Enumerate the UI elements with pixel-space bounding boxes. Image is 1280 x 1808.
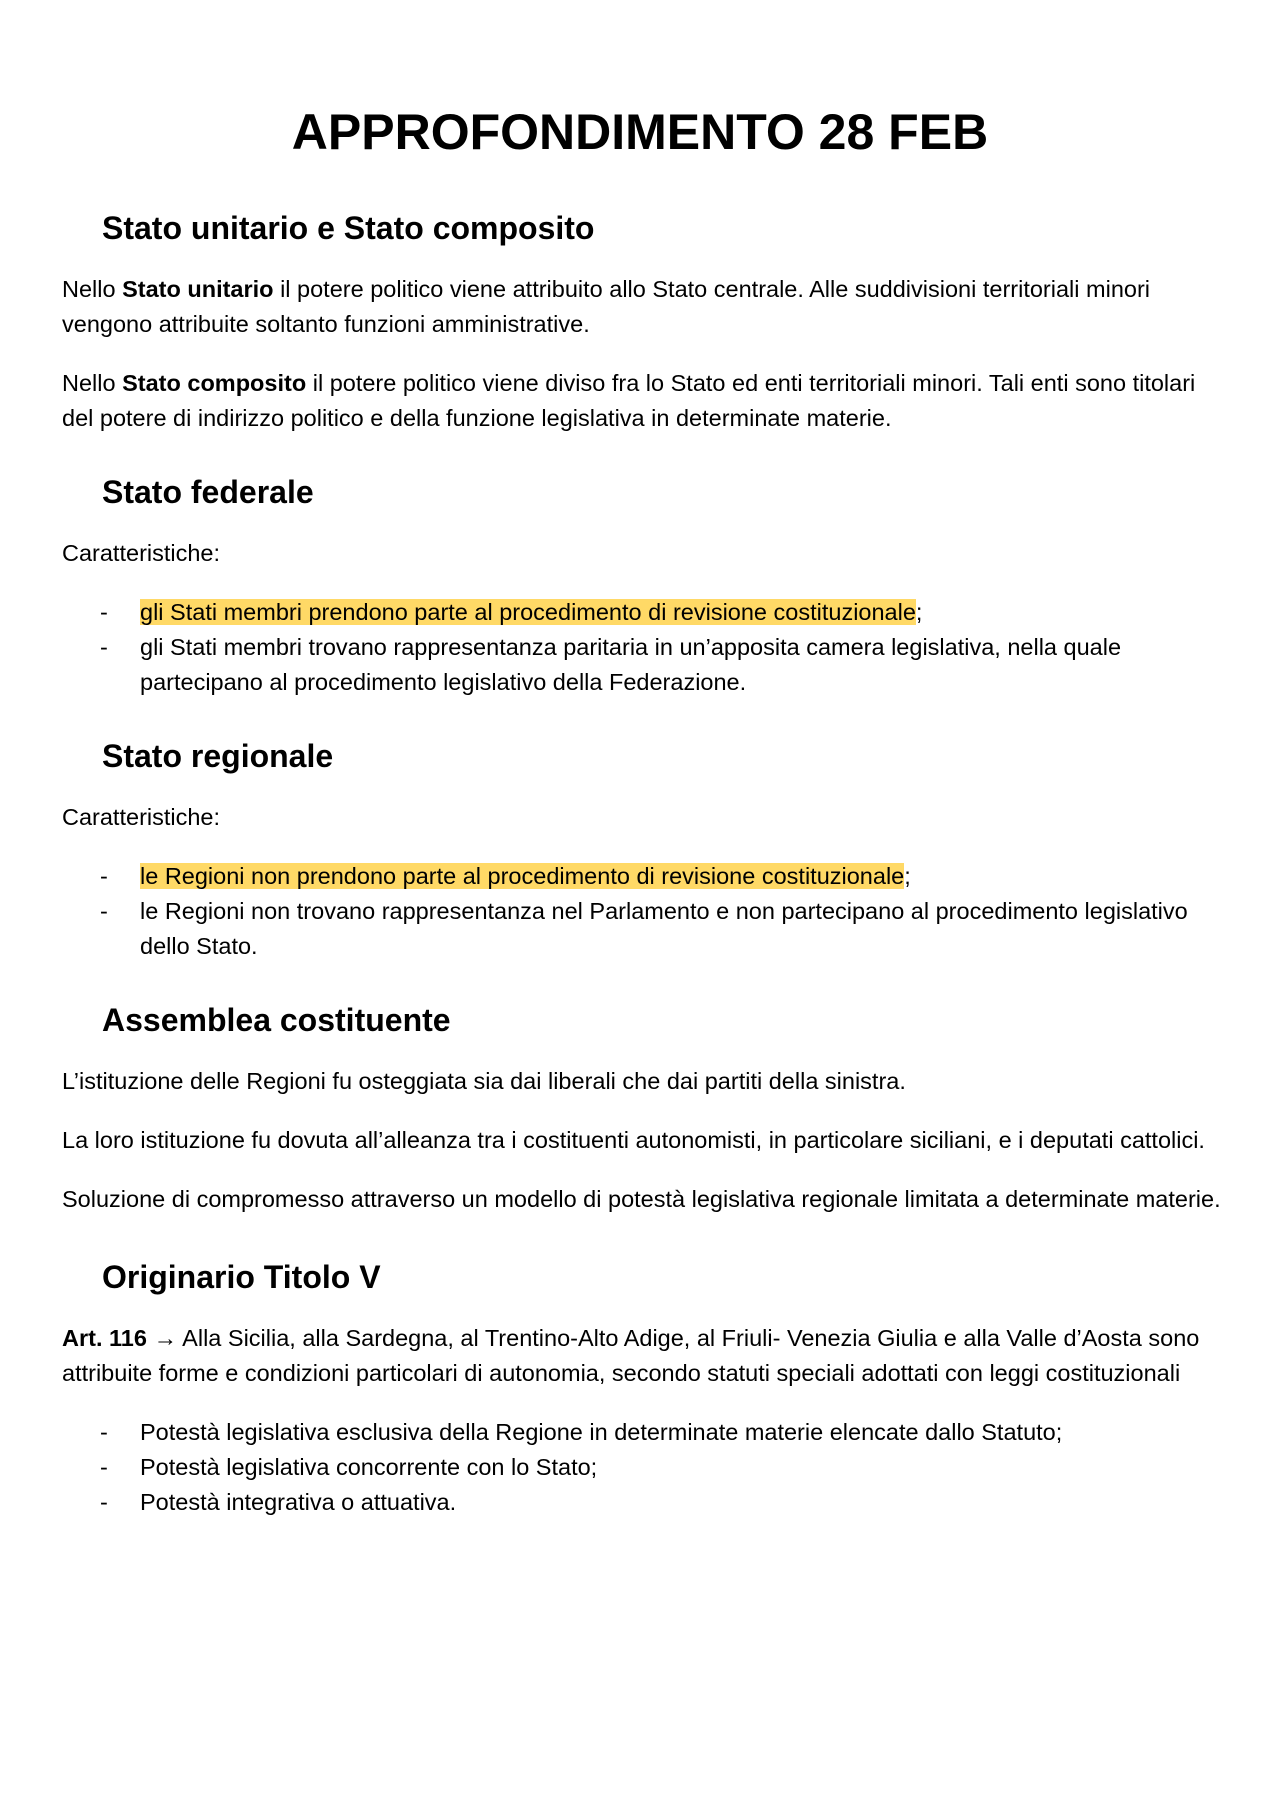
list-federale: [62, 595, 1232, 700]
text-run: Nello: [62, 370, 123, 396]
paragraph-stato-unitario: [62, 272, 1232, 342]
heading-assemblea-costituente: Assemblea costituente: [102, 1002, 451, 1038]
paragraph-caratteristiche-federale: Caratteristiche:: [62, 540, 221, 566]
heading-originario-titolo-v: Originario Titolo V: [102, 1259, 381, 1295]
bold-term: Stato composito: [122, 370, 307, 396]
list-potesta: [62, 1415, 1232, 1520]
paragraph-art-116: [62, 1321, 1232, 1391]
list-item: - Potestà legislativa esclusiva della Regione in determinate materie elencate dallo Statuto;: [62, 1415, 1232, 1450]
page-title: APPROFONDIMENTO 28 FEB: [291, 104, 989, 160]
paragraph-caratteristiche-regionale: Caratteristiche:: [62, 804, 221, 830]
highlighted-text: le Regioni non prendono parte al procedimento di revisione costituzionale: [140, 863, 905, 889]
paragraph-istituzione-regioni: L’istituzione delle Regioni fu osteggiata sia dai liberali che dai partiti della sinistra.: [62, 1068, 906, 1094]
heading-stato-regionale: Stato regionale: [102, 738, 334, 774]
text-run: → Alla Sicilia, alla Sardegna, al Trentino-Alto Adige, al Friuli- Venezia Giulia e alla Valle d’Aosta sono attribuite forme e condizioni particolari di autonomia, secondo statuti speciali adottati con leggi costituzionali: [62, 1325, 1200, 1386]
list-item: [62, 859, 1232, 894]
list-regionale: [62, 859, 1232, 964]
bold-term: Stato unitario: [122, 276, 274, 302]
paragraph-stato-composito: [62, 366, 1232, 436]
list-item: - Potestà legislativa concorrente con lo Stato;: [62, 1450, 1232, 1485]
document-body: [62, 206, 1232, 1520]
list-item: - le Regioni non trovano rappresentanza nel Parlamento e non partecipano al procedimento legislativo dello Stato.: [62, 894, 1232, 964]
text-run: il potere politico viene diviso fra lo Stato ed enti territoriali minori. Tali enti sono titolari del potere di indirizzo politico e della funzione legislativa in determinate materie.: [62, 370, 1196, 431]
highlighted-text: gli Stati membri prendono parte al procedimento di revisione costituzionale: [140, 599, 916, 625]
list-item: [62, 595, 1232, 630]
article-label: Art. 116: [62, 1325, 147, 1351]
text-run: Nello: [62, 276, 123, 302]
paragraph-compromesso: Soluzione di compromesso attraverso un modello di potestà legislativa regionale limitata a determinate materie.: [62, 1186, 1221, 1212]
text-run: ;: [904, 863, 911, 889]
heading-stato-federale: Stato federale: [102, 474, 314, 510]
paragraph-alleanza: La loro istituzione fu dovuta all’alleanza tra i costituenti autonomisti, in particolare siciliani, e i deputati cattolici.: [62, 1127, 1205, 1153]
text-run: il potere politico viene attribuito allo Stato centrale. Alle suddivisioni territoriali minori vengono attribuite soltanto funzioni amministrative.: [62, 276, 1151, 337]
list-item: - gli Stati membri trovano rappresentanza paritaria in un’apposita camera legislativa, nella quale partecipano al procedimento legislativo della Federazione.: [62, 630, 1232, 700]
heading-stato-unitario-composito: Stato unitario e Stato composito: [102, 210, 595, 246]
text-run: ;: [915, 599, 923, 625]
list-item: - Potestà integrativa o attuativa.: [62, 1485, 1232, 1520]
